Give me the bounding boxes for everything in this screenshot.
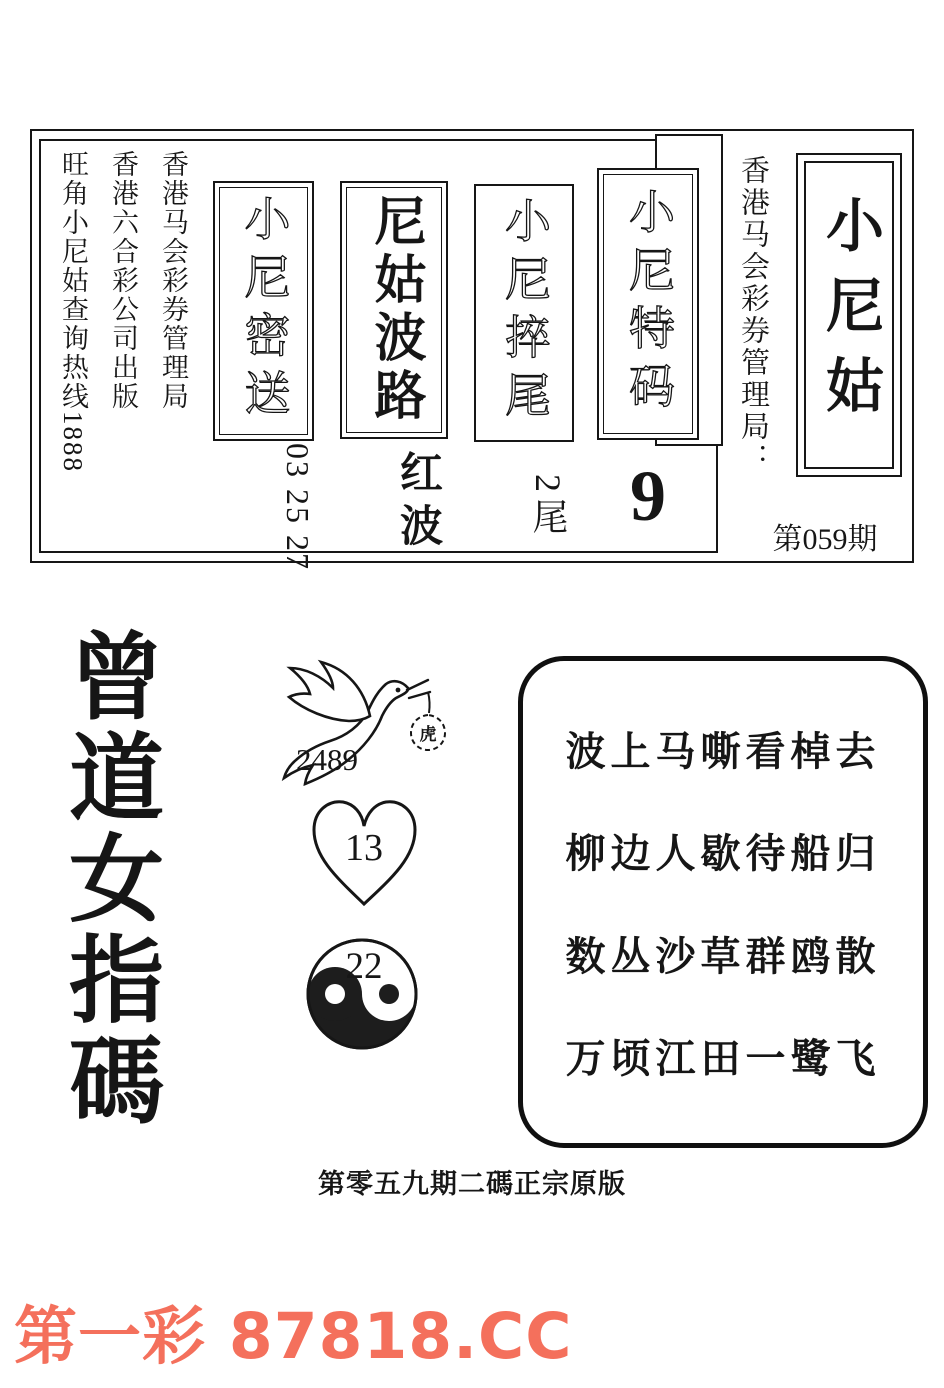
- issue-label: 第059期: [772, 523, 878, 556]
- column-3-title: 小尼捽尾: [499, 197, 550, 429]
- taiji-illustration: [302, 932, 422, 1052]
- poem-line-1: 波上马嘶看棹去: [565, 729, 881, 775]
- poem-box: [518, 656, 928, 1148]
- footer-caption: 第零五九期二碼正宗原版: [318, 1169, 626, 1199]
- publisher-line-authority: 香港马会彩券管理局: [158, 150, 188, 411]
- poem-line-3: 数丛沙草群鸥散: [565, 933, 881, 979]
- taiji-number: 22: [345, 946, 383, 987]
- masthead-title: 小尼姑: [817, 195, 882, 435]
- column-1-value: 03 25 27: [280, 443, 316, 571]
- column-3-value: 2尾: [528, 474, 568, 540]
- series-title: 曾道女指碼: [53, 627, 164, 1132]
- publisher-line-hotline: 旺角小尼姑查询热线1888: [58, 150, 88, 473]
- publisher-lines: [58, 150, 198, 510]
- column-3-title-box: [474, 184, 574, 442]
- authority-caption: 香港马会彩券管理局：: [737, 154, 769, 475]
- dove-number: 2489: [296, 742, 358, 777]
- heart-number: 13: [345, 827, 383, 869]
- masthead-inner-frame: [804, 161, 894, 469]
- poem-line-4: 万顷江田一鹭飞: [565, 1035, 881, 1081]
- masthead-box: [796, 153, 902, 477]
- column-4-value: 9: [630, 456, 666, 536]
- column-4-title: 小尼特码: [623, 188, 674, 420]
- site-banner: 第一彩 87818.CC: [14, 1300, 573, 1373]
- publisher-line-company: 香港六合彩公司出版: [108, 150, 138, 411]
- column-1-title: 小尼密送: [238, 195, 290, 427]
- dove-illustration: [278, 648, 450, 800]
- pouch-cord: [428, 692, 430, 713]
- dove-beak: [407, 680, 430, 698]
- pouch-zodiac-label: 虎: [419, 725, 437, 744]
- column-2-title: 尼姑波路: [366, 194, 423, 426]
- column-4-title-box: [597, 168, 699, 440]
- dove-wing-outline: [289, 662, 370, 721]
- column-2-value: 红波: [394, 450, 441, 556]
- column-1-title-box: [213, 181, 314, 441]
- heart-illustration: [302, 790, 427, 915]
- taiji-light-dot: [325, 984, 345, 1004]
- poem-line-2: 柳边人歇待船归: [565, 831, 881, 877]
- dove-eye: [396, 688, 401, 693]
- column-2-title-box: [340, 181, 448, 439]
- taiji-dark-dot: [379, 984, 399, 1004]
